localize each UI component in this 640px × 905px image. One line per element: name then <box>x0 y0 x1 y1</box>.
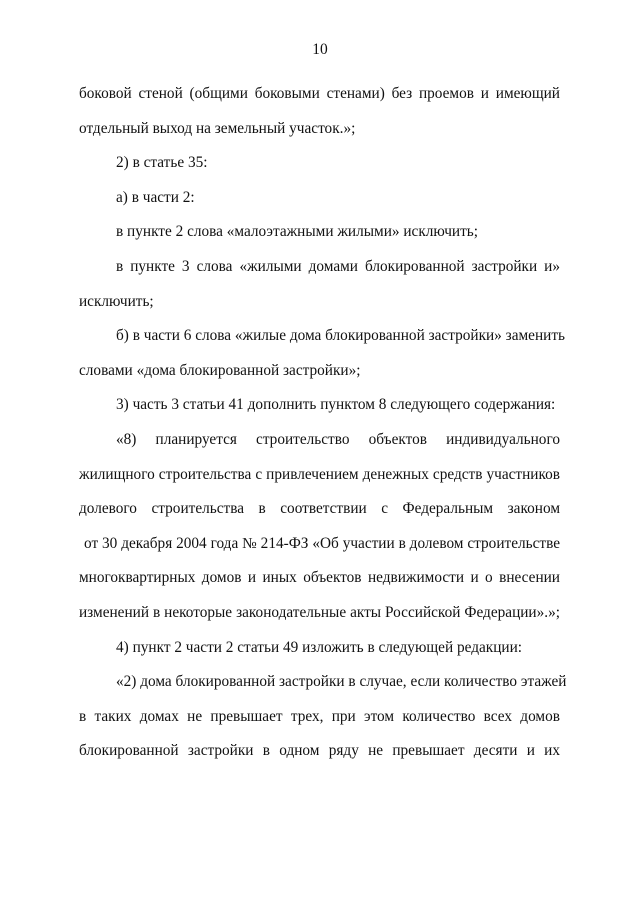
text-line: изменений в некоторые законодательные акты Российской Федерации».»; <box>79 603 560 621</box>
text-line: многоквартирных домов и иных объектов недвижимости и о внесении <box>79 569 560 587</box>
text-line: в пункте 2 слова «малоэтажными жилыми» исключить; <box>116 223 479 241</box>
text-line: отдельный выход на земельный участок.»; <box>79 119 356 137</box>
text-line: 2) в статье 35: <box>116 154 208 172</box>
text-line: 3) часть 3 статьи 41 дополнить пунктом 8 следующего содержания: <box>116 396 556 414</box>
text-line: боковой стеной (общими боковыми стенами) без проемов и имеющий <box>79 85 560 102</box>
text-line: блокированной застройки в одном ряду не превышает десяти и их <box>79 742 560 760</box>
text-line: в пункте 3 слова «жилыми домами блокированной застройки и» <box>116 257 560 275</box>
text-line: долевого строительства в соответствии с Федеральным законом <box>79 500 560 518</box>
text-line: жилищного строительства с привлечением денежных средств участников <box>79 465 560 483</box>
text-line: в таких домах не превышает трех, при этом количество всех домов <box>79 707 560 725</box>
text-line: 4) пункт 2 части 2 статьи 49 изложить в следующей редакции: <box>116 638 523 656</box>
page-number: 10 <box>312 41 328 58</box>
text-line: исключить; <box>79 292 154 310</box>
text-line: от 30 декабря 2004 года № 214-ФЗ «Об участии в долевом строительстве <box>84 534 560 552</box>
text-line: б) в части 6 слова «жилые дома блокированной застройки» заменить <box>116 327 565 345</box>
text-line: «8) планируется строительство объектов индивидуального <box>116 430 560 448</box>
text-line: «2) дома блокированной застройки в случае, если количество этажей <box>116 673 567 691</box>
document-body <box>79 77 567 769</box>
text-line: словами «дома блокированной застройки»; <box>79 361 361 379</box>
text-line: а) в части 2: <box>116 188 195 206</box>
